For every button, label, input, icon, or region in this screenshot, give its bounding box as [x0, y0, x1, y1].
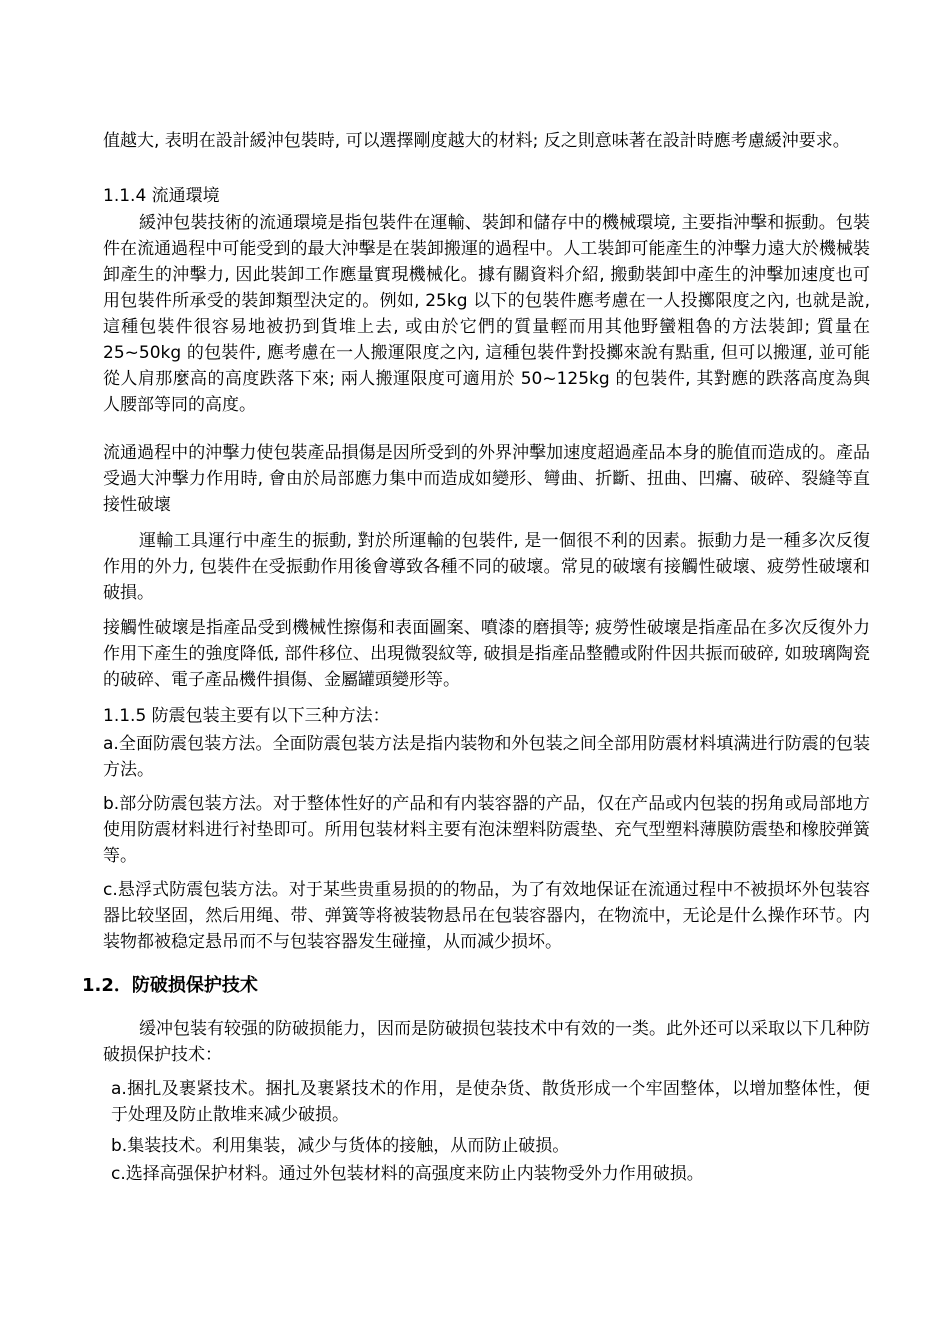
- shock-damage-paragraph: 流通過程中的沖擊力使包裝產品損傷是因所受到的外界沖擊加速度超過產品本身的脆值而造成的。產品受過大沖擊力作用時, 會由於局部應力集中而造成如變形、彎曲、折斷、扭曲、凹癟、破碎、裂縫等直接性破壞: [103, 443, 870, 515]
- method-a-item: a.全面防震包装方法。全面防震包装方法是指内装物和外包装之间全部用防震材料填满进行防震的包装方法。: [103, 734, 870, 780]
- section-heading-1-1-4: 1.1.4 流通環境: [103, 186, 220, 206]
- intro-paragraph: 值越大, 表明在設計緩沖包裝時, 可以選擇剛度越大的材料; 反之則意味著在設計時應考慮緩沖要求。: [103, 131, 850, 151]
- flow-environment-paragraph: 緩沖包裝技術的流通環境是指包裝件在運輸、裝卸和儲存中的機械環境, 主要指沖擊和振動。包裝件在流通過程中可能受到的最大沖擊是在裝卸搬運的過程中。人工裝卸可能產生的沖擊力遠大於機械裝卸產生的沖擊力, 因此裝卸工作應量實現機械化。據有關資料介紹, 搬動裝卸中產生的沖擊加速度也可用包裝件所承受的裝卸類型決定的。例如, 25kg 以下的包裝件應考慮在一人投擲限度之內, 也就是說, 這種包裝件很容易地被扔到貨堆上去, 或由於它們的質量輕而用其他野蠻粗魯的方法裝卸; 質量在 25~50kg 的包裝件, 應考慮在一人搬運限度之內, 這種包裝件對投擲來說有點重, 但可以搬運, 並可能從人肩那麼高的高度跌落下來; 兩人搬運限度可適用於 50~125kg 的包裝件, 其對應的跌落高度為與人腰部等同的高度。: [103, 213, 870, 415]
- section-heading-1-1-5: 1.1.5 防震包装主要有以下三种方法：: [103, 706, 390, 726]
- method-b-item: b.部分防震包装方法。对于整体性好的产品和有内装容器的产品，仅在产品或内包装的拐角或局部地方使用防震材料进行衬垫即可。所用包装材料主要有泡沫塑料防震垫、充气型塑料薄膜防震垫和橡胶弹簧等。: [103, 794, 870, 866]
- technique-c-item: c.选择高强保护材料。通过外包装材料的高强度来防止内装物受外力作用破损。: [111, 1164, 704, 1184]
- method-c-item: c.悬浮式防震包装方法。对于某些贵重易损的的物品，为了有效地保证在流通过程中不被损坏外包装容器比较坚固，然后用绳、带、弹簧等将被装物悬吊在包装容器内，在物流中，无论是什么操作环节。内装物都被稳定悬吊而不与包装容器发生碰撞，从而减少损坏。: [103, 880, 870, 952]
- damage-types-paragraph: 接觸性破壞是指產品受到機械性擦傷和表面圖案、噴漆的磨損等; 疲勞性破壞是指產品在多次反復外力作用下產生的強度降低, 部件移位、出現微裂紋等, 破損是指產品整體或附件因共振而破碎, 如玻璃陶瓷的破碎、電子產品機件損傷、金屬罐頭變形等。: [103, 618, 870, 690]
- vibration-paragraph: 運輸工具運行中產生的振動, 對於所運輸的包裝件, 是一個很不利的因素。振動力是一種多次反復作用的外力, 包裝件在受振動作用後會導致各種不同的破壞。常見的破壞有接觸性破壞、疲勞性破壞和破損。: [103, 531, 870, 603]
- section-heading-1-2: 1.2．防破损保护技术: [82, 975, 258, 996]
- technique-b-item: b.集装技术。利用集装，减少与货体的接触，从而防止破损。: [111, 1136, 570, 1156]
- anti-damage-intro-paragraph: 缓冲包装有较强的防破损能力，因而是防破损包装技术中有效的一类。此外还可以采取以下几种防破损保护技术：: [103, 1019, 870, 1065]
- technique-a-item: a.捆扎及裹紧技术。捆扎及裹紧技术的作用，是使杂货、散货形成一个牢固整体，以增加整体性，便于处理及防止散堆来减少破损。: [111, 1079, 870, 1125]
